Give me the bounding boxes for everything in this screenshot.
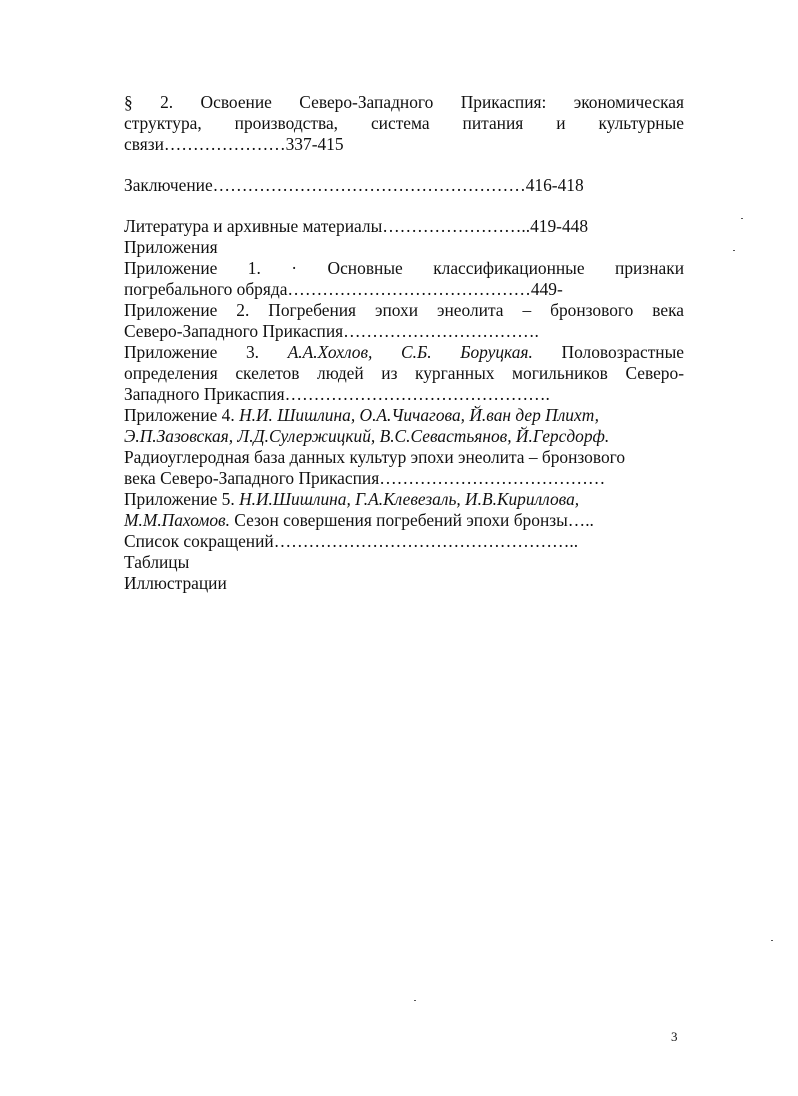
toc-appendix-4-line-3: Радиоуглеродная база данных культур эпохи энеолита – бронзового xyxy=(124,447,626,467)
scan-speck xyxy=(733,250,735,251)
toc-section-2-line-3: связи…………………337-415 xyxy=(124,134,344,154)
appendix-4-prefix: Приложение 4. xyxy=(124,405,235,425)
toc-section-2-line-1: § 2. Освоение Северо-Западного Прикаспия: экономическая xyxy=(124,92,684,112)
appendix-5-authors-1: Н.И.Шишлина, Г.А.Клевезаль, И.В.Кириллова, xyxy=(239,489,580,509)
appendix-5-authors-2: М.М.Пахомов. xyxy=(124,510,230,530)
toc-conclusion: Заключение………………………………………………416-418 xyxy=(124,175,584,195)
toc-appendix-1-line-1: Приложение 1. · Основные классификационные признаки xyxy=(124,258,684,278)
toc-literature: Литература и архивные материалы……………………..419-448 xyxy=(124,216,589,236)
appendix-5-prefix: Приложение 5. xyxy=(124,489,235,509)
toc-appendix-2-line-1: Приложение 2. Погребения эпохи энеолита – бронзового века xyxy=(124,300,684,320)
toc-appendix-5-line-1 xyxy=(124,489,684,510)
scan-speck xyxy=(741,218,743,219)
toc-appendix-2-line-2: Северо-Западного Прикаспия……………………………. xyxy=(124,321,539,341)
appendix-5-title: Сезон совершения погребений эпохи бронзы….. xyxy=(234,510,594,530)
table-of-contents xyxy=(124,92,684,594)
toc-appendix-3-line-2: определения скелетов людей из курганных могильников Северо- xyxy=(124,363,684,383)
toc-appendix-5-line-2 xyxy=(124,510,684,531)
toc-illustrations: Иллюстрации xyxy=(124,573,227,593)
appendix-3-prefix: Приложение 3. xyxy=(124,342,260,362)
toc-appendix-4-line-2 xyxy=(124,426,684,447)
toc-appendix-4-line-4: века Северо-Западного Прикаспия………………………………… xyxy=(124,468,606,488)
toc-tables: Таблицы xyxy=(124,552,190,572)
appendix-3-authors: А.А.Хохлов, С.Б. Боруцкая. xyxy=(287,342,533,362)
toc-appendices-heading: Приложения xyxy=(124,237,218,257)
toc-section-2-line-2: структура, производства, система питания и культурные xyxy=(124,113,684,133)
toc-appendix-1-line-2: погребального обряда……………………………………449- xyxy=(124,279,563,299)
appendix-3-title-part: Половозрастные xyxy=(561,342,684,362)
scan-speck xyxy=(771,940,773,941)
appendix-4-authors-1: Н.И. Шишлина, О.А.Чичагова, Й.ван дер Плихт, xyxy=(239,405,600,425)
toc-appendix-3-line-1 xyxy=(124,342,684,363)
toc-abbreviations: Список сокращений…………………………………………….. xyxy=(124,531,579,551)
page-number: 3 xyxy=(671,1029,678,1044)
appendix-4-authors-2: Э.П.Зазовская, Л.Д.Сулержицкий, В.С.Севастьянов, Й.Герсдорф. xyxy=(124,426,610,446)
toc-appendix-4-line-1 xyxy=(124,405,684,426)
scan-speck xyxy=(414,1000,416,1001)
toc-appendix-3-line-3: Западного Прикаспия………………………………………. xyxy=(124,384,550,404)
